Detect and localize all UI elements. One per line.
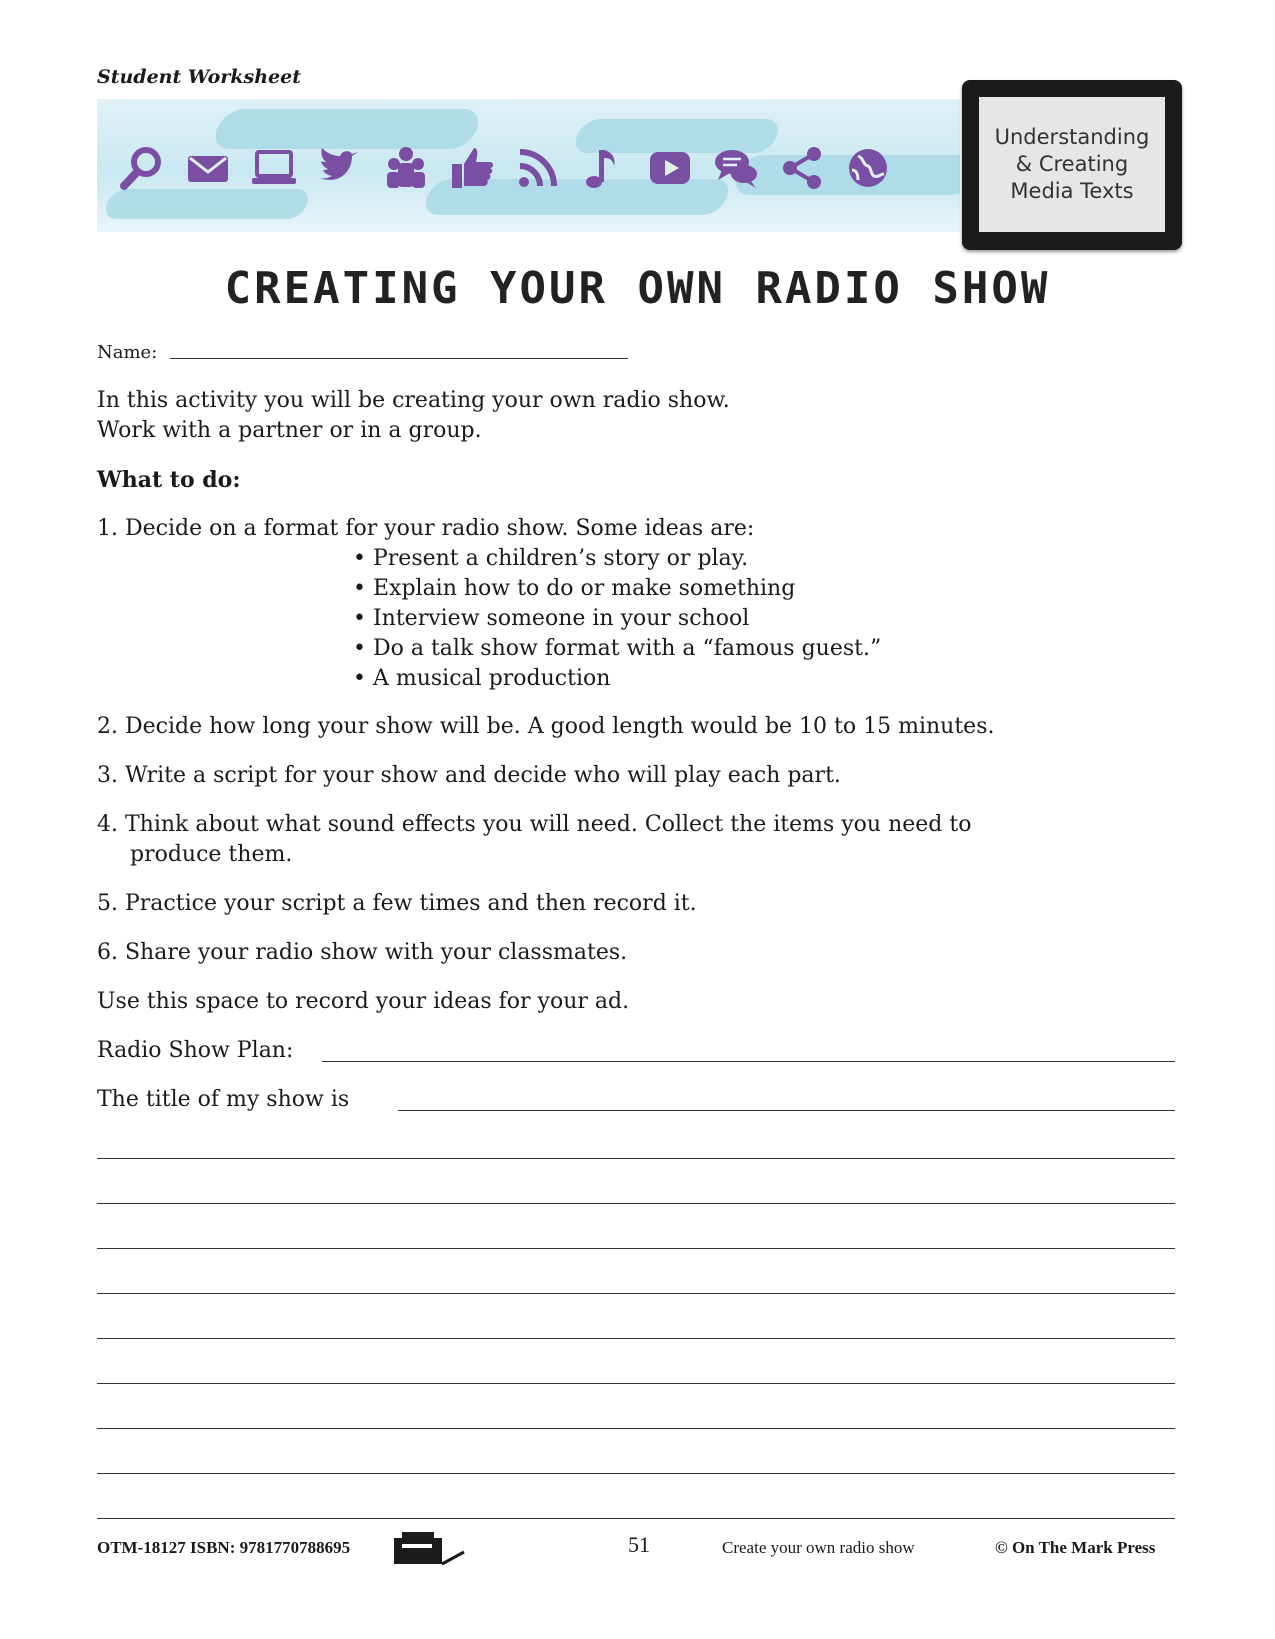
list-item: • A musical production <box>353 664 881 694</box>
badge-line: & Creating <box>1015 152 1129 176</box>
thumbs-up-icon <box>439 137 505 199</box>
play-icon <box>637 137 703 199</box>
printer-icon <box>392 1530 466 1566</box>
step-2: 2. Decide how long your show will be. A good length would be 10 to 15 minutes. <box>97 714 995 739</box>
writing-line[interactable] <box>97 1203 1175 1204</box>
share-icon <box>769 137 835 199</box>
badge-line: Media Texts <box>1010 179 1134 203</box>
twitter-bird-icon <box>307 137 373 199</box>
page-number: 51 <box>628 1532 650 1557</box>
name-blank-line[interactable] <box>170 358 628 359</box>
search-icon <box>109 137 175 199</box>
step-4-continued: produce them. <box>130 842 293 867</box>
writing-line[interactable] <box>97 1248 1175 1249</box>
format-ideas-list <box>353 544 881 694</box>
list-item: • Explain how to do or make something <box>353 574 881 604</box>
footer-publisher: © On The Mark Press <box>995 1538 1156 1557</box>
page-title: CREATING YOUR OWN RADIO SHOW <box>224 263 1051 314</box>
writing-line[interactable] <box>97 1293 1175 1294</box>
show-title-label: The title of my show is <box>97 1087 350 1112</box>
writing-line[interactable] <box>97 1473 1175 1474</box>
writing-line[interactable] <box>97 1383 1175 1384</box>
step-1: 1. Decide on a format for your radio show. Some ideas are: <box>97 516 755 541</box>
writing-line[interactable] <box>97 1158 1175 1159</box>
laptop-icon <box>241 137 307 199</box>
music-note-icon <box>571 137 637 199</box>
badge-line: Understanding <box>994 125 1150 149</box>
people-icon <box>373 137 439 199</box>
writing-line[interactable] <box>97 1338 1175 1339</box>
writing-line[interactable] <box>97 1518 1175 1519</box>
globe-icon <box>835 137 901 199</box>
plan-label: Radio Show Plan: <box>97 1038 294 1063</box>
intro-line: Work with a partner or in a group. <box>97 418 482 443</box>
step-6: 6. Share your radio show with your classmates. <box>97 940 628 965</box>
step-4: 4. Think about what sound effects you will need. Collect the items you need to <box>97 812 972 837</box>
list-item: • Do a talk show format with a “famous guest.” <box>353 634 881 664</box>
footer-code: OTM-18127 ISBN: 9781770788695 <box>97 1538 351 1557</box>
writing-line[interactable] <box>97 1428 1175 1429</box>
plan-blank-line[interactable] <box>322 1061 1175 1062</box>
list-item: • Present a children’s story or play. <box>353 544 881 574</box>
media-icons-banner <box>97 99 960 232</box>
intro-line: In this activity you will be creating your own radio show. <box>97 388 730 413</box>
chat-bubbles-icon <box>703 137 769 199</box>
space-note: Use this space to record your ideas for your ad. <box>97 989 630 1014</box>
show-title-blank-line[interactable] <box>398 1110 1175 1111</box>
badge-screen <box>979 97 1165 232</box>
step-3: 3. Write a script for your show and decide who will play each part. <box>97 763 841 788</box>
section-heading: What to do: <box>97 467 241 493</box>
media-texts-badge <box>962 80 1182 250</box>
step-5: 5. Practice your script a few times and then record it. <box>97 891 697 916</box>
list-item: • Interview someone in your school <box>353 604 881 634</box>
worksheet-label: Student Worksheet <box>97 66 301 88</box>
name-label: Name: <box>97 342 158 363</box>
footer-caption: Create your own radio show <box>722 1538 915 1557</box>
envelope-icon <box>175 137 241 199</box>
rss-icon <box>505 137 571 199</box>
